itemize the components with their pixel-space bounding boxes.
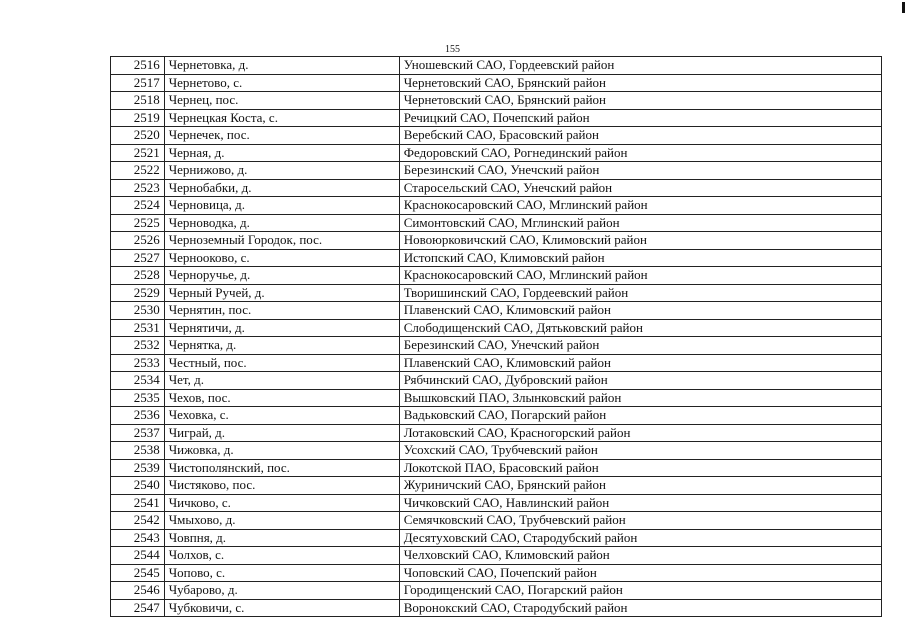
settlement-name-cell: Чехов, пос. xyxy=(164,389,399,407)
table-row xyxy=(111,162,882,180)
table-row xyxy=(111,599,882,617)
table-row xyxy=(111,284,882,302)
administrative-unit-cell: Городищенский САО, Погарский район xyxy=(399,582,881,600)
row-number-cell: 2518 xyxy=(111,92,165,110)
administrative-unit-cell: Чоповский САО, Почепский район xyxy=(399,564,881,582)
settlement-name-cell: Чмыхово, д. xyxy=(164,512,399,530)
administrative-unit-cell: Лотаковский САО, Красногорский район xyxy=(399,424,881,442)
table-row xyxy=(111,267,882,285)
administrative-unit-cell: Чичковский САО, Навлинский район xyxy=(399,494,881,512)
settlement-name-cell: Черный Ручей, д. xyxy=(164,284,399,302)
row-number-cell: 2531 xyxy=(111,319,165,337)
table-row xyxy=(111,232,882,250)
settlement-name-cell: Чет, д. xyxy=(164,372,399,390)
table-row xyxy=(111,547,882,565)
settlement-name-cell: Чубарово, д. xyxy=(164,582,399,600)
settlement-name-cell: Чернятичи, д. xyxy=(164,319,399,337)
table-row xyxy=(111,249,882,267)
administrative-unit-cell: Березинский САО, Унечский район xyxy=(399,162,881,180)
row-number-cell: 2535 xyxy=(111,389,165,407)
row-number-cell: 2534 xyxy=(111,372,165,390)
table-row xyxy=(111,337,882,355)
row-number-cell: 2540 xyxy=(111,477,165,495)
administrative-unit-cell: Истопский САО, Климовский район xyxy=(399,249,881,267)
row-number-cell: 2546 xyxy=(111,582,165,600)
settlement-name-cell: Чернижово, д. xyxy=(164,162,399,180)
settlement-name-cell: Черноводка, д. xyxy=(164,214,399,232)
row-number-cell: 2543 xyxy=(111,529,165,547)
administrative-unit-cell: Творишинский САО, Гордеевский район xyxy=(399,284,881,302)
row-number-cell: 2525 xyxy=(111,214,165,232)
administrative-unit-cell: Краснокосаровский САО, Мглинский район xyxy=(399,267,881,285)
administrative-unit-cell: Локотской ПАО, Брасовский район xyxy=(399,459,881,477)
settlement-name-cell: Честный, пос. xyxy=(164,354,399,372)
settlement-name-cell: Чернятка, д. xyxy=(164,337,399,355)
settlement-name-cell: Чернобабки, д. xyxy=(164,179,399,197)
row-number-cell: 2526 xyxy=(111,232,165,250)
table-row xyxy=(111,512,882,530)
table-row xyxy=(111,529,882,547)
table-row xyxy=(111,477,882,495)
administrative-unit-cell: Речицкий САО, Почепский район xyxy=(399,109,881,127)
settlement-name-cell: Чистяково, пос. xyxy=(164,477,399,495)
settlement-name-cell: Чолхов, с. xyxy=(164,547,399,565)
settlement-name-cell: Чернооково, с. xyxy=(164,249,399,267)
table-row xyxy=(111,109,882,127)
row-number-cell: 2524 xyxy=(111,197,165,215)
administrative-unit-cell: Березинский САО, Унечский район xyxy=(399,337,881,355)
administrative-unit-cell: Плавенский САО, Климовский район xyxy=(399,354,881,372)
table-row xyxy=(111,197,882,215)
row-number-cell: 2539 xyxy=(111,459,165,477)
administrative-unit-cell: Уношевский САО, Гордеевский район xyxy=(399,57,881,75)
administrative-unit-cell: Краснокосаровский САО, Мглинский район xyxy=(399,197,881,215)
administrative-unit-cell: Федоровский САО, Рогнединский район xyxy=(399,144,881,162)
administrative-unit-cell: Семячковский САО, Трубчевский район xyxy=(399,512,881,530)
administrative-unit-cell: Журиничский САО, Брянский район xyxy=(399,477,881,495)
table-row xyxy=(111,407,882,425)
settlement-name-cell: Черноземный Городок, пос. xyxy=(164,232,399,250)
settlement-name-cell: Чижовка, д. xyxy=(164,442,399,460)
settlement-name-cell: Чичково, с. xyxy=(164,494,399,512)
settlement-name-cell: Чистополянский, пос. xyxy=(164,459,399,477)
row-number-cell: 2527 xyxy=(111,249,165,267)
settlement-name-cell: Чубковичи, с. xyxy=(164,599,399,617)
administrative-unit-cell: Воронокский САО, Стародубский район xyxy=(399,599,881,617)
administrative-unit-cell: Челховский САО, Климовский район xyxy=(399,547,881,565)
row-number-cell: 2547 xyxy=(111,599,165,617)
settlement-name-cell: Черноручье, д. xyxy=(164,267,399,285)
table-row xyxy=(111,354,882,372)
table-row xyxy=(111,92,882,110)
administrative-unit-cell: Усохский САО, Трубчевский район xyxy=(399,442,881,460)
settlement-name-cell: Черновица, д. xyxy=(164,197,399,215)
table-row xyxy=(111,179,882,197)
administrative-unit-cell: Рябчинский САО, Дубровский район xyxy=(399,372,881,390)
administrative-unit-cell: Старосельский САО, Унечский район xyxy=(399,179,881,197)
row-number-cell: 2521 xyxy=(111,144,165,162)
settlements-table-body xyxy=(111,57,882,617)
administrative-unit-cell: Веребский САО, Брасовский район xyxy=(399,127,881,145)
settlement-name-cell: Черная, д. xyxy=(164,144,399,162)
row-number-cell: 2529 xyxy=(111,284,165,302)
row-number-cell: 2545 xyxy=(111,564,165,582)
administrative-unit-cell: Симонтовский САО, Мглинский район xyxy=(399,214,881,232)
settlement-name-cell: Чернец, пос. xyxy=(164,92,399,110)
table-row xyxy=(111,372,882,390)
page-number: 155 xyxy=(445,44,460,55)
administrative-unit-cell: Плавенский САО, Климовский район xyxy=(399,302,881,320)
table-row xyxy=(111,564,882,582)
administrative-unit-cell: Десятуховский САО, Стародубский район xyxy=(399,529,881,547)
row-number-cell: 2523 xyxy=(111,179,165,197)
row-number-cell: 2532 xyxy=(111,337,165,355)
table-row xyxy=(111,442,882,460)
table-row xyxy=(111,144,882,162)
table-row xyxy=(111,389,882,407)
settlement-name-cell: Чопово, с. xyxy=(164,564,399,582)
settlement-name-cell: Чернецкая Коста, с. xyxy=(164,109,399,127)
row-number-cell: 2522 xyxy=(111,162,165,180)
table-row xyxy=(111,57,882,75)
table-row xyxy=(111,74,882,92)
administrative-unit-cell: Чернетовский САО, Брянский район xyxy=(399,74,881,92)
row-number-cell: 2516 xyxy=(111,57,165,75)
administrative-unit-cell: Чернетовский САО, Брянский район xyxy=(399,92,881,110)
row-number-cell: 2517 xyxy=(111,74,165,92)
row-number-cell: 2520 xyxy=(111,127,165,145)
table-row xyxy=(111,459,882,477)
settlement-name-cell: Човпня, д. xyxy=(164,529,399,547)
settlement-name-cell: Чернечек, пос. xyxy=(164,127,399,145)
settlement-name-cell: Чернятин, пос. xyxy=(164,302,399,320)
row-number-cell: 2536 xyxy=(111,407,165,425)
settlement-name-cell: Чиграй, д. xyxy=(164,424,399,442)
settlement-name-cell: Чеховка, с. xyxy=(164,407,399,425)
row-number-cell: 2528 xyxy=(111,267,165,285)
row-number-cell: 2537 xyxy=(111,424,165,442)
table-row xyxy=(111,302,882,320)
administrative-unit-cell: Вадьковский САО, Погарский район xyxy=(399,407,881,425)
settlement-name-cell: Чернетово, с. xyxy=(164,74,399,92)
row-number-cell: 2544 xyxy=(111,547,165,565)
settlements-table xyxy=(110,56,882,617)
table-row xyxy=(111,319,882,337)
row-number-cell: 2542 xyxy=(111,512,165,530)
administrative-unit-cell: Новоюрковичский САО, Климовский район xyxy=(399,232,881,250)
settlement-name-cell: Чернетовка, д. xyxy=(164,57,399,75)
row-number-cell: 2541 xyxy=(111,494,165,512)
row-number-cell: 2533 xyxy=(111,354,165,372)
table-row xyxy=(111,214,882,232)
table-row xyxy=(111,582,882,600)
table-row xyxy=(111,424,882,442)
table-row xyxy=(111,494,882,512)
row-number-cell: 2530 xyxy=(111,302,165,320)
administrative-unit-cell: Слободищенский САО, Дятьковский район xyxy=(399,319,881,337)
row-number-cell: 2538 xyxy=(111,442,165,460)
table-row xyxy=(111,127,882,145)
row-number-cell: 2519 xyxy=(111,109,165,127)
administrative-unit-cell: Вышковский ПАО, Злынковский район xyxy=(399,389,881,407)
